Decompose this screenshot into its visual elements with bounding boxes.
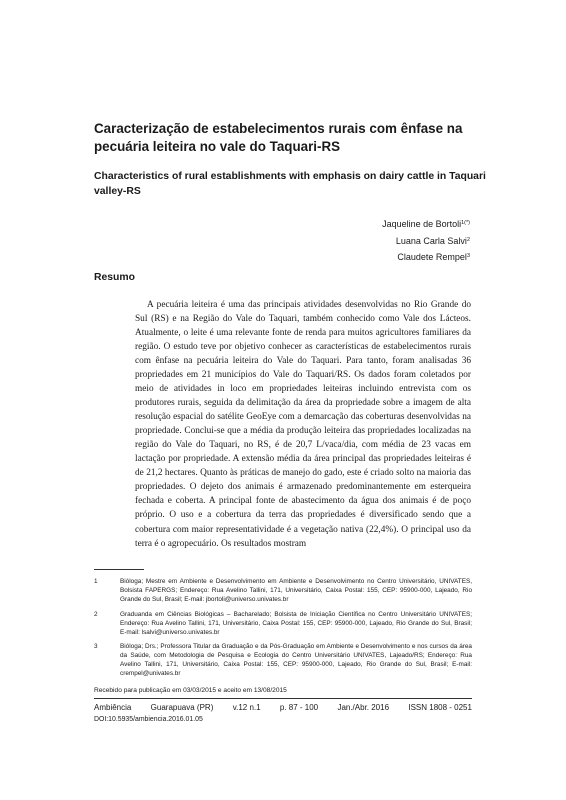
footnote-text: Bióloga; Mestre em Ambiente e Desenvolvimento em Ambiente e Desenvolvimento no Centro Universitário, UNIVATES, Bolsista FAPERGS; Endereço: Rua Avelino Tallini, 171, Universitário, Caixa Postal: 155, CEP: 95900-000, Lajeado, Rio Grande do Sul, Brasil; E-mail: jbortoli@universo.univates.br <box>120 578 472 603</box>
author-footnote-mark: 3 <box>466 253 470 259</box>
article-subtitle: Characteristics of rural establishments with emphasis on dairy cattle in Taquari valley-RS <box>94 171 486 197</box>
footnote <box>94 643 472 679</box>
footnote <box>94 611 472 638</box>
received-date: Recebido para publicação em 03/03/2015 e aceito em 13/08/2015 <box>94 687 287 694</box>
doi: DOI:10.5935/ambiencia.2016.01.05 <box>94 716 203 723</box>
bottom-divider <box>94 698 472 699</box>
footnote-number: 2 <box>94 610 98 618</box>
journal-issn: ISSN 1808 - 0251 <box>408 703 472 712</box>
abstract-heading: Resumo <box>94 272 135 283</box>
author-footnote-mark: 1(*) <box>461 220 470 226</box>
author <box>382 249 470 266</box>
author-name: Claudete Rempel <box>397 252 467 262</box>
footnote-text: Graduanda em Ciências Biológicas – Bacharelado; Bolsista de Iniciação Científica no Centro Universitário UNIVATES; Endereço: Rua Avelino Tallini, 171, Universitário, Caixa Postal: 155, CEP: 95900-000, Lajeado, Rio Grande do Sul, Brasil; E-mail: lsalvi@universo.univates.br <box>120 610 472 636</box>
journal-pages: p. 87 - 100 <box>279 703 319 712</box>
author-list <box>382 216 470 266</box>
journal-date: Jan./Abr. 2016 <box>337 703 390 712</box>
author-footnote-mark: 2 <box>466 236 470 243</box>
article-title: Caracterização de estabelecimentos rurais com ênfase na pecuária leiteira no vale do Taquari-RS <box>94 121 463 154</box>
journal-footer <box>94 703 472 712</box>
abstract-text: A pecuária leiteira é uma das principais atividades desenvolvidas no Rio Grande do Sul (RS) e na Região do Vale do Taquari, também conhecido como Vale dos Lácteos. Atualmente, o leite é uma relevante fonte de renda para muitos agricultores familiares da região. O estudo teve por objetivo conhecer as características de estabelecimentos rurais com ênfase na pecuária leiteira do Vale do Taquari. Para tanto, foram analisadas 36 propriedades em 21 municípios do Vale do Taquari/RS. Os dados foram coletados por meio de atividades in loco em propriedades leiteiras incluindo entrevista com os produtores rurais, seguida da delimitação da área da propriedade sobre a imagem de alta resolução espacial do satélite GeoEye com a demarcação das coberturas desenvolvidas na propriedade. Conclui-se que a média da produção leiteira das propriedades localizadas na região do Vale do Taquari, no RS, é de 20,7 L/vaca/dia, com média de 23 vacas em lactação por propriedade. A extensão média da área principal das propriedades leiteiras é de 21,2 hectares. Quanto às práticas de manejo do gado, este é criado solto na maioria das propriedades. O dejeto dos animais é armazenado predominantemente em esterqueira fechada e coberta. A principal fonte de abastecimento da água dos animais é de poço próprio. O uso e a cobertura da terra das propriedades é diversificado sendo que a cobertura com maior representatividade é a vegetação nativa (22,4%). O principal uso da terra é o agropecuário. Os resultados mostram <box>135 300 471 549</box>
footnote-divider <box>94 569 144 570</box>
journal-name: Ambiência <box>94 703 132 712</box>
journal-city: Guarapuava (PR) <box>150 703 214 712</box>
footnote <box>94 578 472 605</box>
author-name: Jaqueline de Bortoli <box>382 219 462 229</box>
author <box>382 233 470 250</box>
author <box>382 216 470 233</box>
footnote-text: Bióloga; Drs.; Professora Titular da Graduação e da Pós-Graduação em Ambiente e Desenvolvimento e nos cursos da área da Saúde, com Metodologia de Pesquisa e Ecologia do Centro Universitário UNIVATES, Lajeado/RS; Endereço: Rua Avelino Tallini, 171, Universitário, Caixa Postal: 155, CEP: 95900-000, Lajeado, Rio Grande do Sul, Brasil; E-mail: crempel@univates.br <box>120 643 472 678</box>
journal-volume: v.12 n.1 <box>232 703 261 712</box>
footnote-number: 1 <box>94 578 98 585</box>
footnotes <box>94 578 472 685</box>
author-name: Luana Carla Salvi <box>395 235 467 246</box>
footnote-number: 3 <box>94 643 98 651</box>
